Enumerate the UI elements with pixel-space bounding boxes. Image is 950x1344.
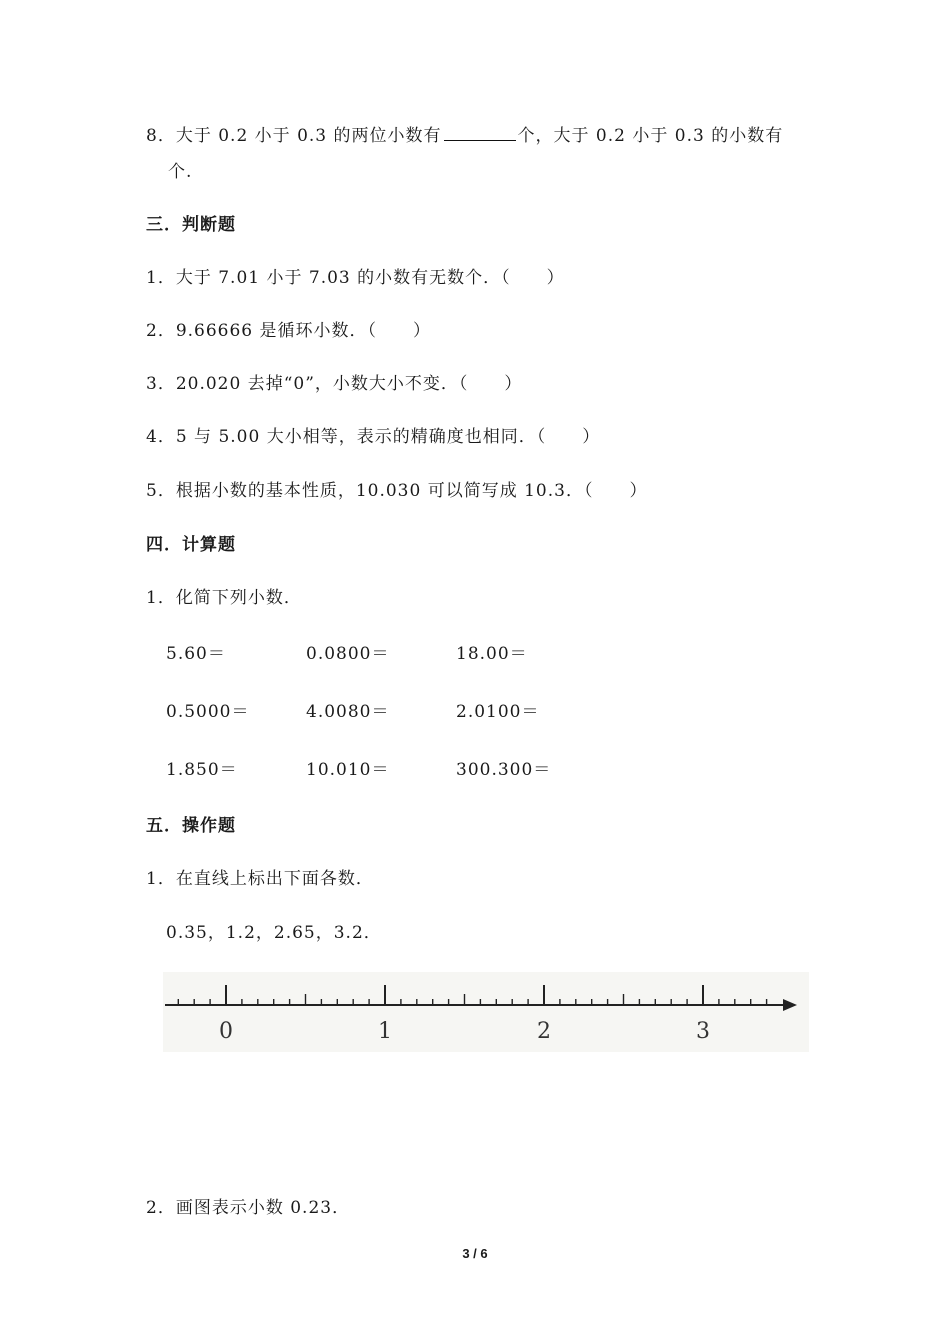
calc-cell: 4.0080＝ bbox=[306, 702, 390, 722]
calc-cell: 18.00＝ bbox=[456, 644, 528, 664]
calc-cell: 0.0800＝ bbox=[306, 644, 390, 664]
question-8-text-b: 个，大于 0.2 小于 0.3 的小数有 bbox=[517, 126, 784, 146]
tick-label: 2 bbox=[537, 1019, 551, 1044]
calc-cell: 2.0100＝ bbox=[456, 702, 540, 722]
calc-cell: 0.5000＝ bbox=[166, 702, 250, 722]
calc-cell: 10.010＝ bbox=[306, 760, 390, 780]
judge-item-3: 3．20.020 去掉“0”，小数大小不变．（ ） bbox=[146, 374, 523, 394]
arrow-icon bbox=[783, 999, 797, 1011]
calc-cell: 5.60＝ bbox=[166, 644, 226, 664]
number-line-figure[interactable] bbox=[163, 972, 809, 1052]
operation-question-1: 1．在直线上标出下面各数． bbox=[146, 869, 374, 889]
judge-item-4: 4．5 与 5.00 大小相等，表示的精确度也相同．（ ） bbox=[146, 427, 601, 447]
answer-blank[interactable] bbox=[444, 122, 516, 141]
tick-label: 0 bbox=[219, 1019, 233, 1044]
judge-item-1: 1．大于 7.01 小于 7.03 的小数有无数个．（ ） bbox=[146, 268, 565, 288]
operation-question-2: 2．画图表示小数 0.23． bbox=[146, 1198, 351, 1218]
section-4-title: 四．计算题 bbox=[146, 535, 236, 555]
tick-label: 3 bbox=[696, 1019, 710, 1044]
calc-cell: 300.300＝ bbox=[456, 760, 552, 780]
question-8-line2: 个. bbox=[168, 162, 193, 182]
section-3-title: 三．判断题 bbox=[146, 215, 236, 235]
question-8-line1 bbox=[146, 122, 783, 148]
calc-cell: 1.850＝ bbox=[166, 760, 238, 780]
calc-question-1: 1．化简下列小数． bbox=[146, 588, 302, 608]
page-number: 3 / 6 bbox=[462, 1246, 488, 1261]
number-line-svg bbox=[163, 972, 809, 1052]
judge-item-2: 2．9.66666 是循环小数．（ ） bbox=[146, 321, 432, 341]
section-5-title: 五．操作题 bbox=[146, 816, 236, 836]
tick-label: 1 bbox=[378, 1019, 392, 1044]
judge-item-5: 5．根据小数的基本性质，10.030 可以简写成 10.3．（ ） bbox=[146, 481, 648, 501]
question-8-text-a: 8．大于 0.2 小于 0.3 的两位小数有 bbox=[146, 126, 442, 146]
numbers-to-mark: 0.35，1.2，2.65，3.2． bbox=[166, 923, 382, 943]
